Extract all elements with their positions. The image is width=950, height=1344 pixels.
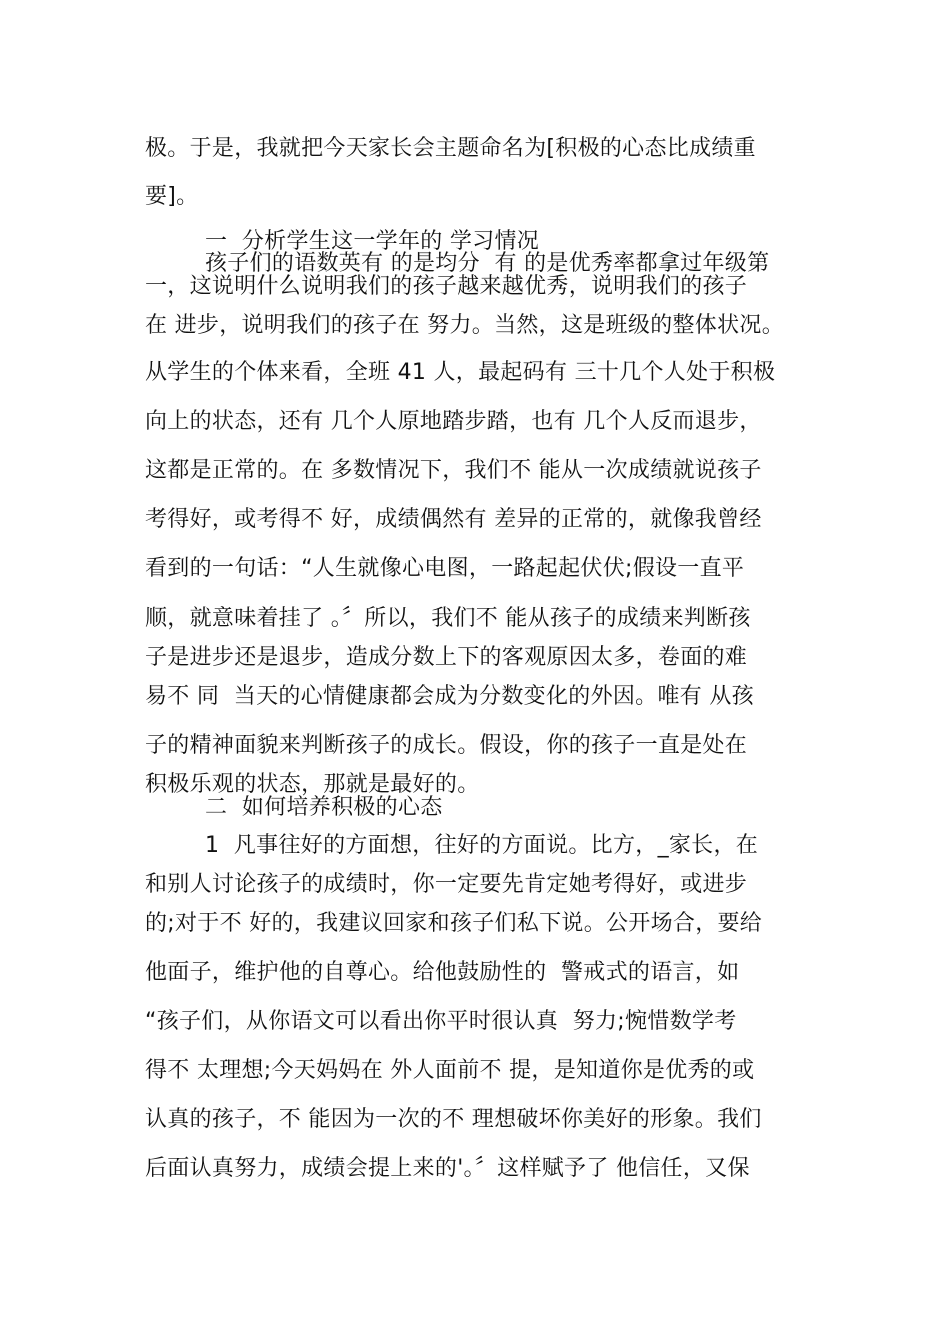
text-line: 考得好，或考得不 好，成绩偶然有 差异的正常的，就像我曾经 [145, 507, 762, 532]
text-line: 看到的一句话：“人生就像心电图，一路起起伏伏;假设一直平 [145, 556, 745, 581]
text-line: 1 凡事往好的方面想，往好的方面说。比方，_家长，在 [205, 833, 759, 858]
text-line: 向上的状态，还有 几个人原地踏步踏，也有 几个人反而退步， [145, 409, 762, 434]
text-line: 极。于是，我就把今天家长会主题命名为[积极的心态比成绩重 [145, 136, 756, 161]
text-line: 子是进步还是退步，造成分数上下的客观原因太多，卷面的难 [145, 645, 748, 670]
text-line: 一，这说明什么说明我们的孩子越来越优秀，说明我们的孩子 [145, 274, 748, 299]
text-line: 顺，就意味着挂了 。〞所以，我们不 能从孩子的成绩来判断孩 [145, 606, 751, 631]
text-line: 和别人讨论孩子的成绩时，你一定要先肯定她考得好，或进步 [145, 872, 748, 897]
text-line: 易不 同 当天的心情健康都会成为分数变化的外因。唯有 从孩 [145, 684, 754, 709]
text-line: 从学生的个体来看，全班 41 人，最起码有 三十几个人处于积极 [145, 360, 776, 385]
text-line: 这都是正常的。在 多数情况下，我们不 能从一次成绩就说孩子 [145, 458, 762, 483]
text-line: 得不 太理想;今天妈妈在 外人面前不 提，是知道你是优秀的或 [145, 1058, 755, 1083]
text-line: 他面子，维护他的自尊心。给他鼓励性的 警戒式的语言，如 [145, 960, 740, 985]
text-line: 孩子们的语数英有 的是均分 有 的是优秀率都拿过年级第 [205, 251, 770, 276]
text-line: 认真的孩子，不 能因为一次的不 理想破坏你美好的形象。我们 [145, 1107, 762, 1132]
text-line: 积极乐观的状态，那就是最好的。 [145, 772, 480, 797]
text-line: 子的精神面貌来判断孩子的成长。假设，你的孩子一直是处在 [145, 733, 748, 758]
text-line: 要]。 [145, 184, 199, 209]
text-line: 后面认真努力，成绩会提上来的'。〞这样赋予了 他信任，又保 [145, 1156, 750, 1181]
section-heading: 二 如何培养积极的心态 [205, 795, 443, 820]
text-line: 的;对于不 好的，我建议回家和孩子们私下说。公开场合，要给 [145, 911, 763, 936]
text-line: 在 进步，说明我们的孩子在 努力。当然，这是班级的整体状况。 [145, 313, 784, 338]
section-heading: 一 分析学生这一学年的 学习情况 [205, 229, 540, 254]
text-line: “孩子们，从你语文可以看出你平时很认真 努力;惋惜数学考 [145, 1009, 737, 1034]
